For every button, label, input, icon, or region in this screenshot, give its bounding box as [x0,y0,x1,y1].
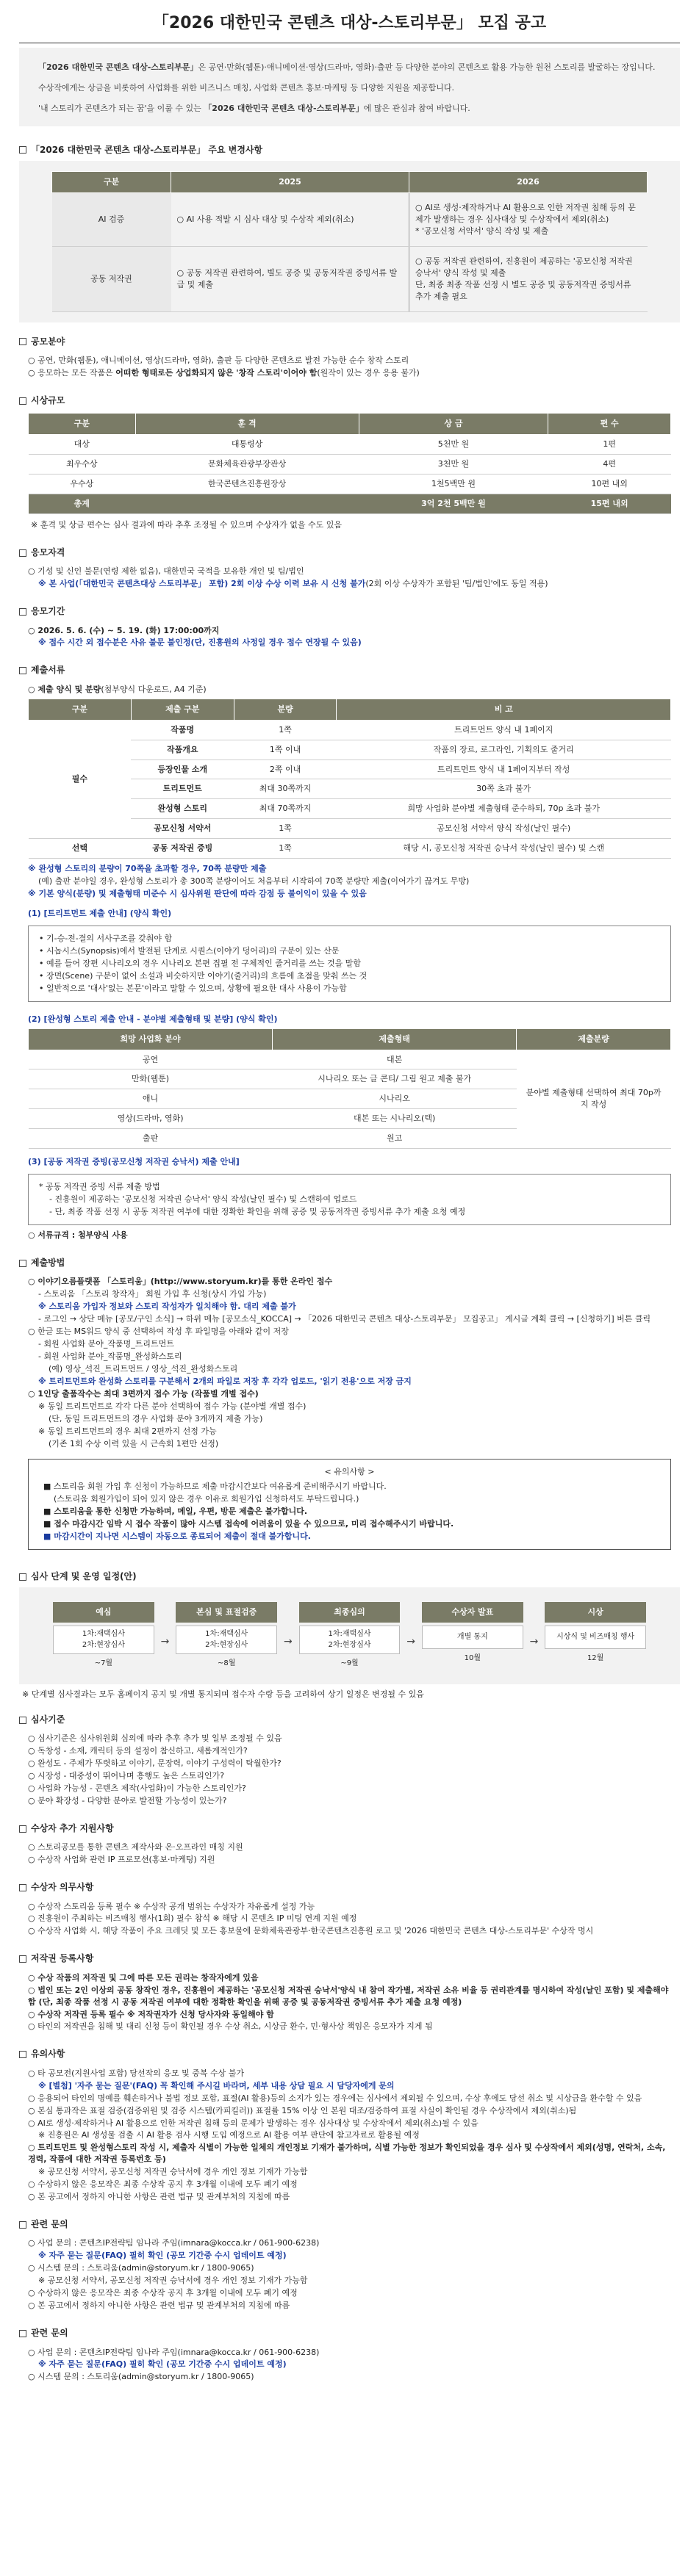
submit-notice-wrap [19,1451,680,1557]
story-format-table [28,1028,671,1150]
list-item: ○ 분야 확장성 - 다양한 분야로 발전할 가능성이 있는가? [28,1795,227,1805]
table-row [29,1050,671,1069]
list-item: ○ 시스템 문의 : 스토리움(admin@storyum.kr / 1800-9065) [28,2372,254,2382]
table-cell: 출판 [29,1129,273,1149]
submit-body [19,1274,680,1451]
submit-title-text: 제출방법 [31,1257,65,1268]
schedule-step [299,1602,401,1669]
submit-line: (기존 1회 수상 이력 있을 시 근속회 1편만 선정) [49,1438,219,1448]
table-cell: 최대 30쪽까지 [234,779,337,799]
docs-header: 제출 구분 [131,699,234,720]
contact-section-2 [19,2326,680,2385]
schedule-step-date: ~7월 [94,1659,113,1668]
schedule-step-date: ~9월 [340,1659,359,1668]
notice-line: ■ 스토리움 회원 가입 후 신청이 가능하므로 제출 마감시간보다 여유롭게 준비해주시기 바랍니다. [43,1482,387,1492]
caution-title-text: 유의사항 [31,2049,65,2060]
table-cell: 원고 [273,1129,517,1149]
table-cell: 트리트먼트 [131,779,234,799]
list-item: ○ 본심 통과작은 표절 검증(검증위원 및 검증 시스템(카피킬러)) 표절률 15% 이상 인 본원 대조/검증하여 표절 사실이 확인될 경우 수상작에서 제외(취소)됨 [28,2105,577,2115]
contact-section-1 [19,2217,680,2314]
table-cell: 1쪽 이내 [234,740,337,760]
schedule-step-body [53,1626,154,1654]
table-cell: 영상(드라마, 영화) [29,1109,273,1129]
schedule-note: ※ 단계별 심사결과는 모두 홈페이지 공지 및 개별 통지되며 접수자 수랑 등을 고려하여 상기 일정은 변경될 수 있음 [22,1689,424,1699]
docs-header: 비 고 [337,699,671,720]
treatment-guide-box [28,926,671,1002]
schedule-step-date: 12월 [587,1654,604,1663]
field-line [28,367,671,379]
rights-body [19,1970,680,2035]
intro-paragraph-1 [38,62,661,73]
submit-title [19,1255,680,1274]
schedule-step [53,1602,154,1669]
list-item: ○ 독창성 - 소재, 캐릭터 등의 설정이 참신하고, 새롭게적인가? [28,1746,248,1756]
intro-text-3b: 에 많은 관심과 참여 바랍니다. [363,103,470,113]
table-cell: 10편 내외 [548,475,671,494]
docs-note: ※ 완성형 스토리의 분량이 70쪽을 초과할 경우, 70쪽 분량만 제출 [28,864,267,874]
list-item: ○ 시스템 문의 : 스토리움(admin@storyum.kr / 1800-9065) [28,2263,254,2273]
schedule-title [19,1569,680,1587]
table-cell: 우수상 [29,475,136,494]
field-body [19,353,680,381]
intro-paragraph-2: 수상작에게는 상금을 비롯하여 사업화를 위한 비즈니스 매칭, 사업화 콘텐츠 홍보·마케팅 등 다양한 지원을 제공합니다. [38,82,454,93]
list-item: ※ 자주 묻는 질문(FAQ) 필히 확인 (공모 기간중 수시 업데이트 예정) [38,2251,287,2261]
list-item: ○ 사업 문의 : 콘텐츠IP전략팀 임나라 주임(imnara@kocca.kr / 061-900-6238) [28,2347,320,2357]
schedule-step [545,1602,646,1664]
eligibility-warning: ※ 본 사업(「대한민국 콘텐츠대상 스토리부문」 포함) 2회 이상 수상 이력 보유 시 신청 불가 [38,579,366,589]
square-bullet-icon [19,146,26,154]
table-cell: 최대 70쪽까지 [234,799,337,819]
rights-title [19,1951,680,1969]
contact-title [19,2326,680,2344]
docs-intro [28,684,671,696]
support-body [19,1839,680,1868]
table-cell: 시나리오 [273,1089,517,1109]
notice-line: ■ 마감시간이 지나면 시스템이 자동으로 종료되어 제출이 절대 불가합니다. [43,1531,311,1542]
submit-line: ○ 1인당 출품작수는 최대 3편까지 접수 가능 (작품별 개별 접수) [28,1388,259,1399]
table-cell: 완성형 스토리 [131,799,234,819]
field-line-tail: (원작이 있는 경우 응용 불가) [317,367,420,378]
docs-note: (예) 출판 분야일 경우, 완성형 스토리가 총 300쪽 분량이어도 처음부터 시작하여 70쪽 분량만 제출(이어가기 끊겨도 무방) [38,876,470,887]
contact-title [19,2217,680,2235]
intro-paragraph-3 [38,103,661,115]
table-cell: 최우수상 [29,455,136,475]
awards-table [28,413,671,514]
list-item: ○ 응용되어 타인의 명예를 훼손하거나 불법 정보 포함, 표절(AI 활용)등의 소지가 있는 경우에는 심사에서 제외될 수 있으며, 수상 후에도 당선 취소 및 시상금을 환수할 수 있음 [28,2093,642,2103]
duty-title [19,1880,680,1898]
changes-old: ○ 공동 저작권 관련하여, 별도 공증 및 공동저작권 증빙서류 발급 및 제출 [171,246,409,311]
list-item: ※ 자주 묻는 질문(FAQ) 필히 확인 (공모 기간중 수시 업데이트 예정) [38,2359,287,2370]
docs-body [19,682,680,1244]
list-item: ○ 타인의 저작권을 침해 및 대리 신청 등이 확인될 경우 수상 취소, 시상금 환수, 민·형사상 책임은 응모자가 지게 됨 [28,2021,433,2032]
page-title: 「2026 대한민국 콘텐츠 대상-스토리부문」 모집 공고 [19,7,680,43]
schedule-step-head: 시상 [545,1602,646,1623]
changes-header-2025: 2025 [171,172,409,193]
notice-line: (스토리움 회원가입이 되어 있지 않은 경우 이유로 회원가입 신청하셔도 부탁드립니다.) [54,1494,359,1504]
submit-line: ※ 동일 트리트먼트로 각각 다른 분야 선택하여 접수 가능 (분야별 개별 접수) [38,1401,307,1411]
square-bullet-icon [19,397,26,405]
arrow-right-icon: → [283,1636,293,1648]
schedule-flow [38,1596,661,1675]
submit-line: - 스토리움 「스토리 창작자」 회원 가입 후 신청(상시 가입 가능) [38,1289,267,1299]
intro-text-1: 은 공연·만화(웹툰)·애니메이션·영상(드라마, 영화)·출판 등 다양한 분야의 콘텐츠로 활용 가능한 원천 스토리를 발굴하는 장입니다. [198,62,656,72]
schedule-section [19,1569,680,1700]
square-bullet-icon [19,1884,26,1891]
table-cell [135,494,359,514]
table-cell: 공연 [29,1050,273,1069]
arrow-right-icon: → [406,1636,416,1648]
field-section [19,334,680,381]
story-amount: 분야별 제출형태 선택하여 최대 70p까지 작성 [517,1050,671,1149]
story-header: 제출분량 [517,1028,671,1050]
submit-line: ※ 트리트먼트와 완성화 스토리를 구분해서 2개의 파일로 저장 후 각각 업로드, '읽기 전용'으로 저장 금지 [38,1376,412,1386]
caution-section [19,2046,680,2205]
changes-box [19,161,680,322]
submit-line: - 회원 사업화 분야_작품명_트리트먼트 [38,1339,174,1349]
table-row [29,455,671,475]
table-row [52,246,648,311]
table-row [29,435,671,455]
schedule-step-line: 1차:재택심사 [205,1630,248,1639]
docs-required-label: 필수 [29,720,132,839]
table-cell: 작품의 장르, 로그라인, 기획의도 줄거리 [337,740,671,760]
changes-category: AI 검증 [52,193,171,247]
square-bullet-icon [19,338,26,345]
table-cell: 대본 또는 시나리오(텍) [273,1109,517,1129]
field-title [19,334,680,353]
table-cell: 공동 저작권 증빙 [131,839,234,859]
changes-new [409,193,648,247]
square-bullet-icon [19,2221,26,2229]
list-item: ※ 공모신청 서약서, 공모신청 저작권 승낙서에 경우 개인 정보 기재가 가능함 [38,2167,308,2177]
list-item: ○ 본 공고에서 정하지 아니한 사항은 관련 법규 및 관계부처의 지침에 따름 [28,2192,290,2202]
docs-intro-tail: (첨부양식 다운로드, A4 기준) [101,684,207,694]
list-item: ○ 시장성 - 대중성이 뛰어나며 흥행도 높은 스토리인가? [28,1771,225,1781]
support-title-text: 수상자 추가 지원사항 [31,1822,114,1833]
awards-title [19,393,680,411]
table-cell: 1천5백만 원 [359,475,548,494]
table-cell: 5천만 원 [359,435,548,455]
list-item: ○ 수상하지 않은 응모작은 최종 수상작 공지 후 3개월 이내에 모두 폐기 예정 [28,2288,298,2298]
square-bullet-icon [19,2051,26,2058]
duty-body [19,1899,680,1940]
list-item: ○ AI로 생성·제작하거나 AI 활용으로 인한 저작권 침해 등의 문제가 발생하는 경우 심사대상 및 수상작에서 제외(취소)될 수 있음 [28,2118,478,2128]
list-item: ○ 트리트먼트 및 완성형스토리 작성 시, 제출자 식별이 가능한 일체의 개인정보 기재가 불가하며, 식별 가능한 정보가 확인되었을 경우 심사 및 수상작에서 제외(성명, 연락처, 소속, 경력, 작품에 대한 저작권 등록번호 등) [28,2143,666,2165]
table-cell: 해당 시, 공모신청 저작권 승낙서 작성(날인 필수) 및 스캔 [337,839,671,859]
square-bullet-icon [19,1825,26,1833]
field-line-text: ○ 응모하는 모든 작품은 [28,367,116,378]
field-title-text: 공모분야 [31,336,65,347]
table-row [29,475,671,494]
square-bullet-icon [19,667,26,674]
submit-line: - 회원 사업화 분야_작품명_완성화스토리 [38,1351,182,1361]
table-cell: 작품명 [131,720,234,740]
treatment-guide-title: (1) [트리트먼트 제출 안내] (양식 확인) [28,909,172,919]
changes-title-text: 「2026 대한민국 콘텐츠 대상-스토리부문」 주요 변경사항 [31,144,263,155]
table-cell: 대통령상 [135,435,359,455]
table-cell: 트리트먼트 양식 내 1페이지부터 작성 [337,760,671,779]
docs-section [19,663,680,1244]
table-cell: 공모신청 서약서 [131,819,234,839]
table-cell: 만화(웹툰) [29,1069,273,1089]
support-title [19,1821,680,1839]
submit-line: - 로그인 → 상단 메뉴 [공모/구인 소식] → 하위 메뉴 [공모소식_KOCCA] → 「2026 대한민국 콘텐츠 대상-스토리부문」 모집공고」 게시글 계획 클릭 → [신청하기] 버튼 클릭 [38,1314,651,1324]
notice-heading: < 유의사항 > [324,1467,375,1477]
table-cell: 작품개요 [131,740,234,760]
notice-box [28,1459,671,1550]
criteria-section [19,1712,680,1809]
criteria-title-text: 심사기준 [31,1714,65,1725]
schedule-step-line: 개별 통지 [456,1633,488,1642]
changes-new-line: ○ AI로 생성·제작하거나 AI 활용으로 인한 저작권 침해 등의 문제가 발생하는 경우 심사대상 및 수상작에서 제외(취소) [415,203,636,224]
eligibility-tail: (2회 이상 수상자가 포함된 '팀/법인'에도 동일 적용) [365,579,548,589]
schedule-step-line: 2차:현장심사 [82,1640,125,1649]
changes-section [19,142,680,322]
list-item: ※ [별첨] '자주 묻는 질문'(FAQ) 꼭 확인해 주시길 바라며, 세부 내용 상담 필요 시 담당자에게 문의 [38,2080,395,2090]
schedule-title-text: 심사 단계 및 운영 일정(안) [31,1571,137,1582]
changes-table [51,171,648,312]
changes-title [19,142,680,161]
submit-line: ○ 한글 또는 MS워드 양식 중 선택하여 작성 후 파일명을 아래와 같이 저장 [28,1327,289,1337]
changes-new [409,246,648,311]
table-row [29,839,671,859]
schedule-box [19,1587,680,1684]
submit-line: ※ 스토리움 가입자 정보와 스토리 작성자가 일치해야 함. 대리 제출 불가 [38,1302,296,1312]
changes-new-line: ○ 공동 저작권 관련하여, 진흥원이 제공하는 '공모신청 저작권 승낙서' 양식 작성 및 제출 [415,256,633,278]
list-item: ○ 완성도 - 주제가 뚜렷하고 이야기, 문장력, 이야기 구성력이 탁월한가? [28,1758,282,1769]
table-cell: 2쪽 이내 [234,760,337,779]
copyright-guide-title: (3) [공동 저작권 증빙(공모신청 저작권 승낙서) 제출 안내] [28,1157,240,1167]
schedule-step [176,1602,277,1669]
table-cell: 15편 내외 [548,494,671,514]
list-item: ○ 수상 작품의 저작권 및 그에 따른 모든 권리는 창작자에게 있음 [28,1972,259,1982]
notice-line: ■ 접수 마감시간 임박 시 접수 작품이 많아 시스템 접속에 어려움이 있을 수 있으므로, 미리 접수해주시기 바랍니다. [43,1519,454,1529]
rights-title-text: 저작권 등록사항 [31,1953,94,1964]
caution-title [19,2046,680,2065]
schedule-step-line: 시상식 및 비즈매칭 행사 [556,1633,635,1642]
schedule-step-line: 1차:재택심사 [82,1630,125,1639]
list-item: ○ 법인 또는 2인 이상의 공동 창작인 경우, 진흥원이 제공하는 '공모신청 저작권 승낙서'양식 내 참여 작가별, 저작권 소유 비율 등 권리관계를 명시하여 작성(날인 포함) 및 제출해야 함 (단, 최종 작품 선정 시 공동 저작권 여부에 대한 정확한 확인을 위해 공증 및 공동저작권 증빙서류 추가 제출 요청 예정) [28,1985,669,2007]
schedule-step-body [545,1626,646,1649]
awards-title-text: 시상규모 [31,394,65,405]
changes-category: 공동 저작권 [52,246,171,311]
intro-box [19,48,680,126]
square-bullet-icon [19,608,26,616]
list-item: ○ 수상하지 않은 응모작은 최종 수상작 공지 후 3개월 이내에 모두 폐기 예정 [28,2179,298,2190]
list-item: ※ 공모신청 서약서, 공모신청 저작권 승낙서에 경우 개인 정보 기재가 가능함 [38,2276,308,2286]
table-cell: 1쪽 [234,720,337,740]
guide-line: - 단, 최종 작품 선정 시 공동 저작권 여부에 대한 정확한 확인을 위해 공증 및 공동저작권 증빙서류 추가 제출 요청 예정 [49,1207,466,1217]
list-item: ○ 사업화 가능성 - 콘텐츠 제작(사업화)이 가능한 스토리인가? [28,1783,246,1793]
changes-new-line: * '공모신청 서약서' 양식 작성 및 제출 [415,226,549,236]
docs-header: 구분 [29,699,132,720]
table-cell: 총계 [29,494,136,514]
submit-line: ○ 이야기오름플랫폼 「스토리움」(http://www.storyum.kr)를 통한 온라인 접수 [28,1277,333,1287]
list-item: ○ 수상작 사업화 시, 해당 작품이 주요 크레딧 및 모든 홍보물에 문화체육관광부·한국콘텐츠진흥원 로고 및 '2026 대한민국 콘텐츠 대상-스토리부문' 수상작 명시 [28,1926,594,1936]
table-cell: 1쪽 [234,819,337,839]
story-header: 희망 사업화 분야 [29,1028,273,1050]
arrow-right-icon: → [529,1636,539,1648]
table-row [52,193,648,247]
contact-body [19,2235,680,2314]
docs-format-note: ○ 서류규격 : 첨부양식 사용 [28,1230,128,1240]
guide-line: • 장면(Scene) 구분이 없어 소설과 비슷하지만 이야기(줄거리)의 흐름에 초점을 맞춰 쓰는 것 [39,970,368,981]
schedule-step-date: ~8월 [218,1659,236,1668]
table-cell: 희망 사업화 분야별 제출형태 준수하되, 70p 초과 불가 [337,799,671,819]
arrow-right-icon: → [160,1636,170,1648]
contact-body [19,2345,680,2386]
list-item: ○ 수상작 저작권 등록 필수 ※ 저작권자가 신청 당사자와 동일해야 함 [28,2009,274,2019]
intro-contest-name-2: 「2026 대한민국 콘텐츠 대상-스토리부문」 [204,103,364,113]
table-cell: 등장인물 소개 [131,760,234,779]
table-cell: 시나리오 또는 글 콘티/ 그림 원고 제출 불가 [273,1069,517,1089]
rights-section [19,1951,680,2035]
period-title-text: 응모기간 [31,606,65,617]
square-bullet-icon [19,1955,26,1963]
table-cell: 1쪽 [234,839,337,859]
criteria-title [19,1712,680,1731]
square-bullet-icon [19,2330,26,2337]
list-item: ○ 본 공고에서 정하지 아니한 사항은 관련 법규 및 관계부처의 지침에 따름 [28,2301,290,2311]
list-item: ※ 진흥원은 AI 생성물 검출 시 AI 활용 검사 시행 도입 예정으로 AI 활용 여부 판단에 참고자료로 활용될 예정 [38,2130,420,2140]
square-bullet-icon [19,1573,26,1581]
schedule-step-line: 2차:현장심사 [328,1640,371,1649]
support-section [19,1821,680,1868]
table-cell: 문화체육관광부장관상 [135,455,359,475]
schedule-step-head: 최종심의 [299,1602,401,1623]
field-line: ○ 공연, 만화(웹툰), 애니메이션, 영상(드라마, 영화), 출판 등 다양한 콘텐츠로 발전 가능한 순수 창작 스토리 [28,355,409,365]
period-dates: ○ 2026. 5. 6. (수) ~ 5. 19. (화) 17:00:00까지 [28,625,220,635]
awards-header: 훈 격 [135,414,359,435]
changes-new-line: 단, 최종 최종 작품 선정 시 별도 공증 및 공동저작권 증빙서류 추가 제출 필요 [415,279,631,301]
docs-title [19,663,680,681]
criteria-body [19,1731,680,1809]
schedule-step-head: 본심 및 표절검증 [176,1602,277,1623]
docs-optional-label: 선택 [29,839,132,859]
guide-line: • 예를 들어 장편 시나리오의 경우 시나리오 본편 집필 전 구체적인 줄거리를 쓰는 것을 말함 [39,958,361,968]
schedule-step-body [422,1626,523,1649]
docs-title-text: 제출서류 [31,665,65,676]
docs-note: ※ 기본 양식(분량) 및 제출형태 미준수 시 심사위원 판단에 따라 감점 등 불이익이 있을 수 있음 [28,889,367,899]
eligibility-line [28,578,671,590]
list-item: ○ 심사기준은 심사위원회 심의에 따라 추후 추가 및 일부 조정될 수 있음 [28,1733,282,1744]
submit-section [19,1255,680,1557]
list-item: ○ 사업 문의 : 콘텐츠IP전략팀 임나라 주임(imnara@kocca.kr / 061-900-6238) [28,2238,320,2248]
awards-total-row [29,494,671,514]
schedule-step-line: 2차:현장심사 [205,1640,248,1649]
eligibility-section [19,545,680,592]
table-cell: 1편 [548,435,671,455]
intro-contest-name: 「2026 대한민국 콘텐츠 대상-스토리부문」 [38,62,198,72]
square-bullet-icon [19,1717,26,1724]
story-header: 제출형태 [273,1028,517,1050]
period-section [19,604,680,651]
story-guide-title: (2) [완성형 스토리 제출 안내 - 분야별 제출형태 및 분량] (양식 확인) [28,1014,278,1024]
table-cell: 애니 [29,1089,273,1109]
square-bullet-icon [19,549,26,557]
eligibility-title [19,545,680,563]
field-line-bold: 어떠한 형태로든 상업화되지 않은 '창작 스토리'이어야 함 [115,367,318,378]
guide-line: • 시놉시스(Synopsis)에서 발전된 단계로 시퀀스(이야기 덩어리)의 구분이 있는 산문 [39,945,340,956]
period-title [19,604,680,622]
list-item: ○ 스토리공모를 통한 콘텐츠 제작사와 온·오프라인 매칭 지원 [28,1842,243,1852]
square-bullet-icon [19,1260,26,1267]
awards-section [19,393,680,533]
changes-header-category: 구분 [52,172,171,193]
schedule-step-head: 수상자 발표 [422,1602,523,1623]
eligibility-title-text: 응모자격 [31,546,65,558]
list-item: ○ 수상작 사업화 관련 IP 프로모션(홍보·마케팅) 지원 [28,1855,215,1865]
table-cell: 한국콘텐츠진흥원장상 [135,475,359,494]
table-cell: 3억 2천 5백만 원 [359,494,548,514]
submit-line: (예) 영상_석진_트리트먼트 / 영상_석진_완성화스토리 [49,1363,238,1374]
guide-line: * 공동 저작권 증빙 서류 제출 방법 [39,1182,160,1192]
schedule-step-body [299,1626,401,1654]
awards-header: 상 금 [359,414,548,435]
duty-title-text: 수상자 의무사항 [31,1882,94,1893]
schedule-step [422,1602,523,1664]
changes-old: ○ AI 사용 적발 시 심사 대상 및 수상작 제외(취소) [171,193,409,247]
schedule-step-line: 1차:재택심사 [328,1630,371,1639]
awards-header: 구분 [29,414,136,435]
schedule-step-head: 예심 [53,1602,154,1623]
list-item: ○ 수상작 스토리움 등록 필수 ※ 수상작 공개 범위는 수상자가 자유롭게 설정 가능 [28,1901,315,1911]
period-warning: ※ 접수 시간 외 접수분은 사유 불문 불인정(단, 진흥원의 사정일 경우 접수 연장될 수 있음) [38,638,362,648]
caution-body [19,2066,680,2205]
table-cell: 공모신청 서약서 양식 작성(날인 필수) [337,819,671,839]
guide-line: • 기-승-전-결의 서사구조를 갖춰야 함 [39,933,173,943]
awards-note: ※ 훈격 및 상금 편수는 심사 결과에 따라 추후 조정될 수 있으며 수상자가 없을 수도 있음 [31,519,342,530]
submit-line: (단, 동일 트리트먼트의 경우 사업화 분야 3개까지 제출 가능) [49,1413,263,1424]
table-cell: 트리트먼트 양식 내 1페이지 [337,720,671,740]
awards-header: 편 수 [548,414,671,435]
table-cell: 대상 [29,435,136,455]
notice-line: ■ 스토리움을 통한 신청만 가능하며, 메일, 우편, 방문 제출은 불가합니다. [43,1507,308,1517]
intro-text-3a: '내 스토리가 콘텐츠가 되는 꿈'을 이룰 수 있는 [38,103,201,113]
table-cell: 30쪽 초과 불가 [337,779,671,799]
copyright-guide-box [28,1174,671,1225]
schedule-step-body [176,1626,277,1654]
contact-title-text: 관련 문의 [31,2328,68,2339]
docs-intro-text: ○ 제출 양식 및 분량 [28,684,101,694]
table-cell: 대본 [273,1050,517,1069]
eligibility-line: ○ 기성 및 신인 불문(연령 제한 없음), 대한민국 국적을 보유한 개인 및 팀/법인 [28,566,304,577]
list-item: ○ 진흥원이 주최하는 비즈매칭 행사(1회) 필수 참석 ※ 해당 시 콘텐츠 IP 미팅 연계 지원 예정 [28,1913,357,1924]
eligibility-body [19,563,680,592]
submit-line: ※ 동일 트리트먼트의 경우 최대 2편까지 선정 가능 [38,1426,217,1436]
guide-line: • 일반적으로 '대사'없는 본문'이라고 말할 수 있으며, 상황에 필요한 대사 사용이 가능함 [39,983,347,993]
contact-title-text: 관련 문의 [31,2219,68,2230]
awards-body [19,411,680,533]
docs-table [28,699,671,859]
table-row [29,720,671,740]
table-cell: 3천만 원 [359,455,548,475]
duty-section [19,1880,680,1939]
list-item: ○ 타 공모전(지원사업 포함) 당선작의 응모 및 중복 수상 불가 [28,2068,245,2078]
period-body [19,623,680,652]
table-cell: 4편 [548,455,671,475]
docs-header: 분량 [234,699,337,720]
guide-line: - 진흥원이 제공하는 '공모신청 저작권 승낙서' 양식 작성(날인 필수) 및 스캔하여 업로드 [49,1194,357,1205]
changes-header-2026: 2026 [409,172,648,193]
schedule-step-date: 10월 [464,1654,481,1663]
